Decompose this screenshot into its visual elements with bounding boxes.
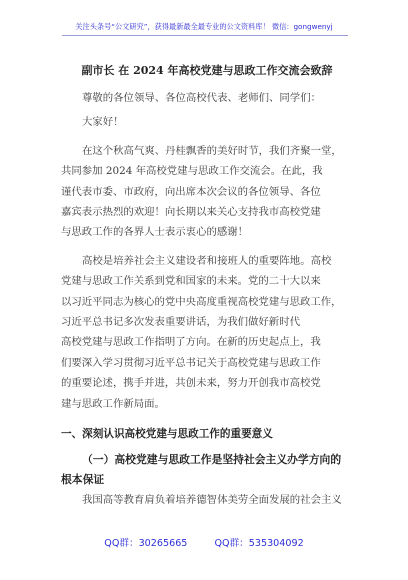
paragraph-line: 习近平总书记多次发表重要讲话，为我们做好新时代 <box>61 316 300 329</box>
paragraph-1 <box>61 141 353 243</box>
banner-divider <box>62 35 348 36</box>
watermark-banner: 关注头条号“公文研究”，获得最新最全最专业的公文资料库！ 微信：gongwenyj <box>75 22 333 31</box>
greeting: 大家好！ <box>82 116 124 129</box>
paragraph-line: 高校是培养社会主义建设者和接班人的重要阵地。高校 <box>82 254 332 267</box>
paragraph-line: 嘉宾表示热烈的欢迎！向长期以来关心支持我市高校党建 <box>61 206 321 219</box>
paragraph-line: 党建与思政工作关系到党和国家的未来。党的二十大以来 <box>61 275 321 288</box>
subsection-heading-line: 根本保证 <box>61 473 105 487</box>
subsection-heading <box>61 450 353 490</box>
subsection-heading-line: （一）高校党建与思政工作是坚持社会主义办学方向的 <box>82 453 342 467</box>
paragraph-line: 以习近平同志为核心的党中央高度重视高校党建与思政工作， <box>61 295 342 308</box>
paragraph-line: 与思政工作的各界人士表示衷心的感谢！ <box>61 226 249 239</box>
paragraph-line: 共同参加 2024 年高校党建与思政工作交流会。在此，我 <box>61 165 323 178</box>
salutation: 尊敬的各位领导、各位高校代表、老师们、同学们： <box>82 92 321 104</box>
qq-group-2: QQ群：535304092 <box>214 538 304 549</box>
qq-group-1: QQ群：30265665 <box>104 538 188 549</box>
document-title: 副市长 在 2024 年高校党建与思政工作交流会致辞 <box>81 64 333 77</box>
paragraph-line: 的重要论述，携手并进，共创未来，努力开创我市高校党 <box>61 377 321 390</box>
paragraph-line: 谨代表市委、市政府，向出席本次会议的各位领导、各位 <box>61 185 321 198</box>
paragraph-line: 们要深入学习贯彻习近平总书记关于高校党建与思政工作 <box>61 356 321 369</box>
paragraph-line: 高校党建与思政工作指明了方向。在新的历史起点上，我 <box>61 336 321 349</box>
section-heading: 一、深刻认识高校党建与思政工作的重要意义 <box>61 428 273 441</box>
paragraph-2 <box>61 251 353 414</box>
paragraph-line: 在这个秋高气爽、丹桂飘香的美好时节，我们齐聚一堂， <box>82 144 342 157</box>
paragraph-3 <box>61 490 353 510</box>
document-body <box>61 64 353 511</box>
paragraph-line: 建与思政工作新局面。 <box>61 397 165 410</box>
footer-contact <box>0 535 408 549</box>
paragraph-line: 我国高等教育肩负着培养德智体美劳全面发展的社会主义 <box>82 494 342 507</box>
